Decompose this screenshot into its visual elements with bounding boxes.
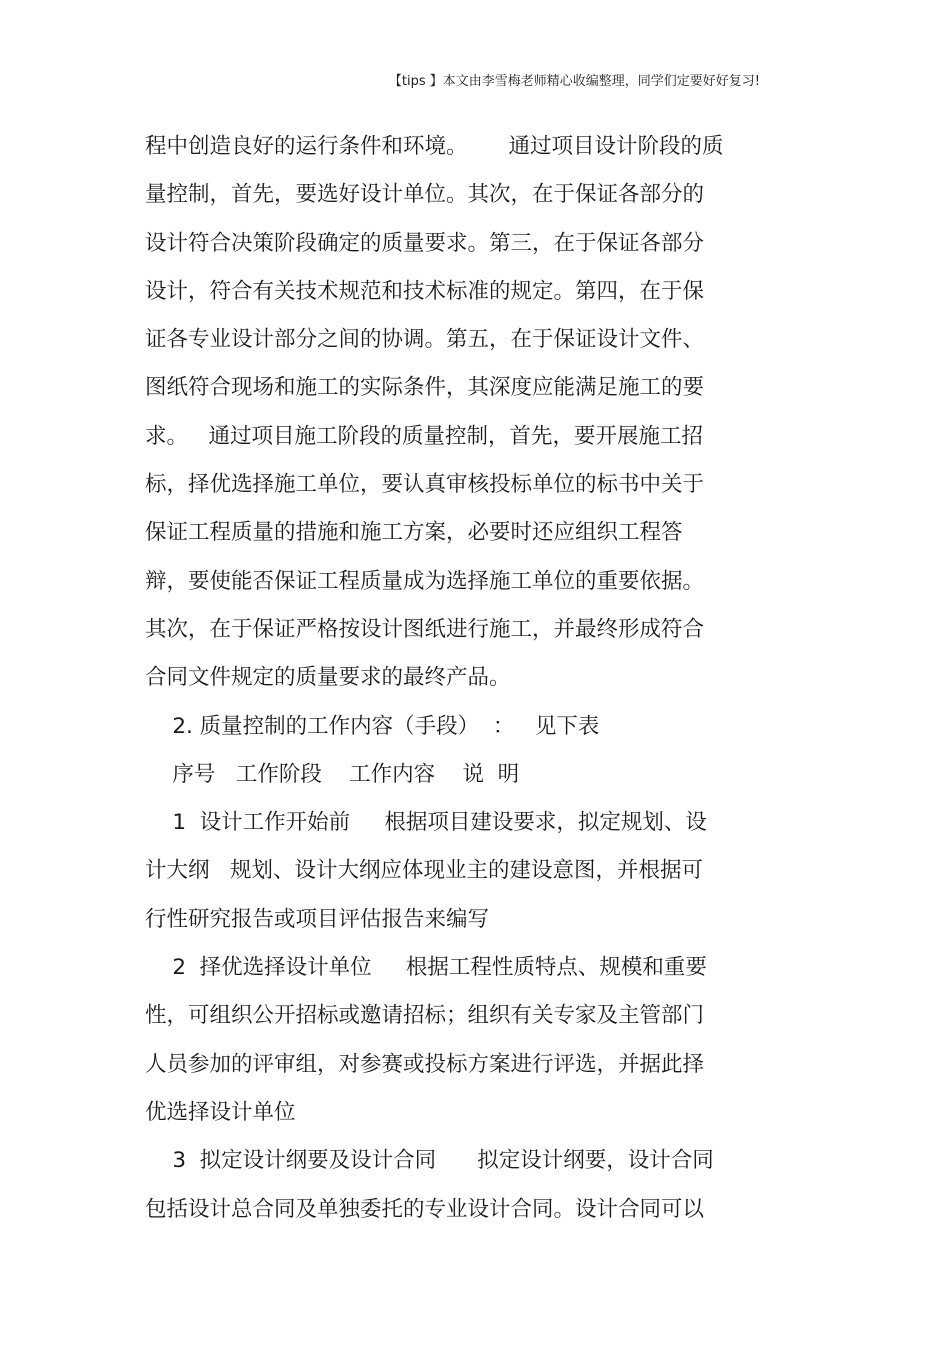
text-line: 包括设计总合同及单独委托的专业设计合同。设计合同可以 <box>145 1196 705 1222</box>
text-line: 性，可组织公开招标或邀请招标；组织有关专家及主管部门 <box>145 1003 705 1029</box>
text-line: 标，择优选择施工单位，要认真审核投标单位的标书中关于 <box>145 472 705 498</box>
text-line: 程中创造良好的运行条件和环境。 通过项目设计阶段的质 <box>145 134 724 159</box>
text-line: 3 拟定设计纲要及设计合同 拟定设计纲要，设计合同 <box>145 1148 714 1174</box>
text-line: 2. 质量控制的工作内容（手段） ： 见下表 <box>145 713 600 739</box>
header-tips: 【tips 】本文由李雪梅老师精心收编整理，同学们定要好好复习! <box>388 74 760 89</box>
text-line: 序号 工作阶段 工作内容 说 明 <box>145 761 520 787</box>
text-line: 计大纲 规划、设计大纲应体现业主的建设意图，并根据可 <box>145 858 704 884</box>
text-line: 合同文件规定的质量要求的最终产品。 <box>145 665 511 691</box>
text-line: 行性研究报告或项目评估报告来编写 <box>145 906 490 932</box>
text-line: 量控制，首先，要选好设计单位。其次，在于保证各部分的 <box>145 182 705 208</box>
text-line: 1 设计工作开始前 根据项目建设要求，拟定规划、设 <box>145 810 707 836</box>
text-line: 人员参加的评审组，对参赛或投标方案进行评选，并据此择 <box>145 1051 705 1077</box>
text-line: 其次，在于保证严格按设计图纸进行施工，并最终形成符合 <box>145 616 705 642</box>
text-line: 保证工程质量的措施和施工方案，必要时还应组织工程答 <box>145 520 683 546</box>
text-line: 2 择优选择设计单位 根据工程性质特点、规模和重要 <box>145 955 707 981</box>
text-line: 设计符合决策阶段确定的质量要求。第三，在于保证各部分 <box>145 230 705 256</box>
text-line: 证各专业设计部分之间的协调。第五，在于保证设计文件、 <box>145 327 705 353</box>
text-line: 求。 通过项目施工阶段的质量控制，首先，要开展施工招 <box>145 423 704 449</box>
text-line: 辩，要使能否保证工程质量成为选择施工单位的重要依据。 <box>145 568 705 594</box>
text-line: 设计，符合有关技术规范和技术标准的规定。第四，在于保 <box>145 278 705 304</box>
text-line: 优选择设计单位 <box>145 1099 296 1125</box>
document-body <box>145 125 785 1236</box>
text-line: 图纸符合现场和施工的实际条件，其深度应能满足施工的要 <box>145 375 705 401</box>
